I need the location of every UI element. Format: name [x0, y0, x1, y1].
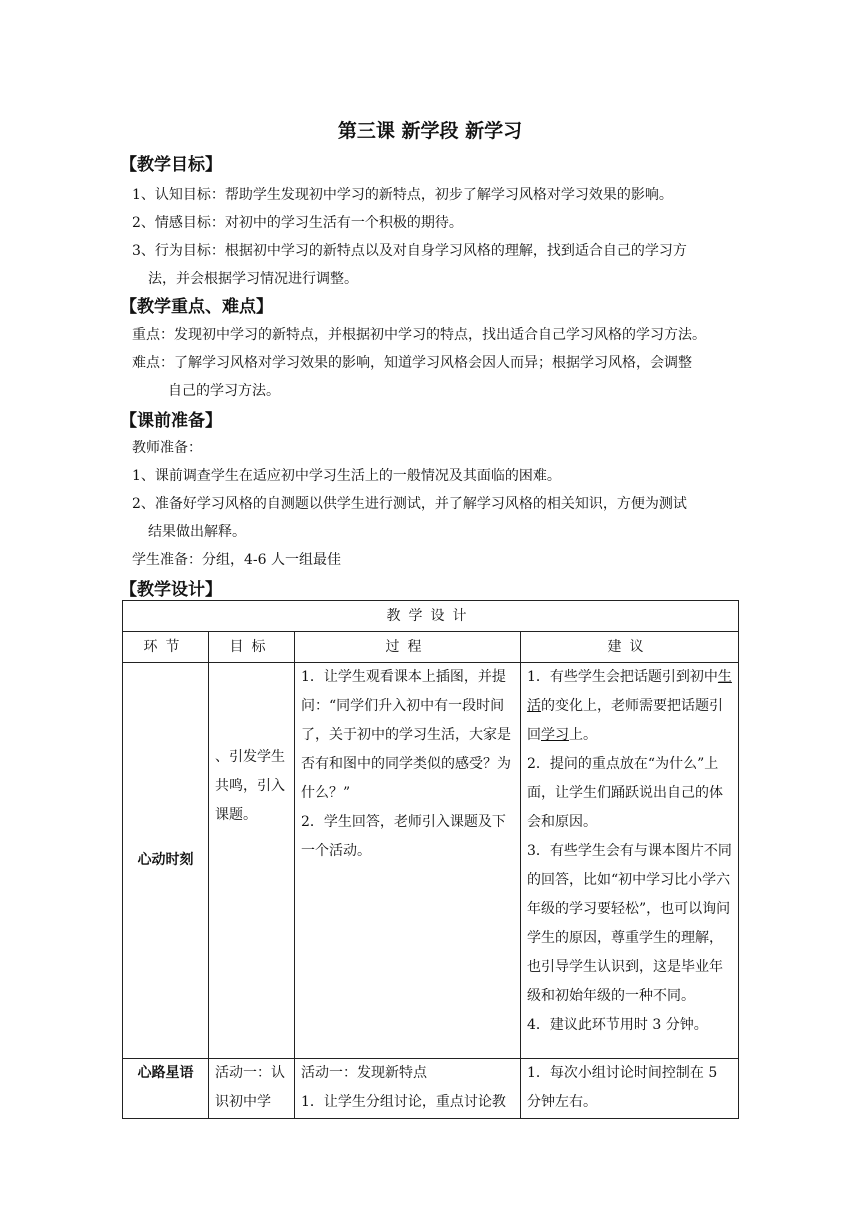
advice-cell — [521, 1059, 739, 1119]
process-cell — [295, 1059, 521, 1119]
underlined-word: 生活 — [527, 669, 732, 714]
column-header-goal: 目标 — [209, 632, 295, 663]
advice-item: 4．建议此环节用时 3 分钟。 — [527, 1017, 708, 1033]
advice-cell — [521, 663, 739, 1059]
table-row — [123, 663, 739, 1059]
process-cell — [295, 663, 521, 1059]
key-points-heading: 【教学重点、难点】 — [120, 297, 273, 317]
key-point-item: 难点：了解学习风格对学习效果的影响，知道学习风格会因人而异；根据学习风格，会调整 — [132, 355, 692, 371]
advice-item: 1．每次小组讨论时间控制在 5 分钟左右。 — [527, 1065, 718, 1110]
key-point-item: 重点：发现初中学习的新特点，并根据初中学习的特点，找出适合自己学习风格的学习方法。 — [132, 327, 706, 343]
objective-item: 2、情感目标：对初中的学习生活有一个积极的期待。 — [132, 215, 463, 231]
objective-item-continuation: 法，并会根据学习情况进行调整。 — [148, 271, 358, 287]
column-header-process: 过程 — [295, 632, 521, 663]
objective-item: 3、行为目标：根据初中学习的新特点以及对自身学习风格的理解，找到适合自己的学习方 — [132, 243, 687, 259]
underlined-word: 学习 — [541, 727, 569, 743]
preparation-item: 教师准备： — [132, 440, 202, 456]
goal-cell: 活动一：认识初中学 — [209, 1059, 295, 1119]
preparation-item-continuation: 结果做出解释。 — [148, 524, 246, 540]
column-header-stage: 环节 — [123, 632, 209, 663]
key-point-item-continuation: 自己的学习方法。 — [168, 383, 280, 399]
stage-cell: 心动时刻 — [123, 663, 209, 1059]
process-step: 1．让学生分组讨论，重点讨论教 — [301, 1094, 506, 1110]
preparation-heading: 【课前准备】 — [120, 411, 222, 431]
advice-item: 1．有些学生会把话题引到初中生活的变化上，老师需要把话题引回学习上。 — [527, 669, 732, 743]
design-heading: 【教学设计】 — [120, 580, 222, 600]
objectives-heading: 【教学目标】 — [120, 155, 222, 175]
goal-cell: 、引发学生共鸣，引入课题。 — [209, 663, 295, 1059]
objective-item: 1、认知目标：帮助学生发现初中学习的新特点，初步了解学习风格对学习效果的影响。 — [132, 187, 673, 203]
preparation-item: 2、准备好学习风格的自测题以供学生进行测试，并了解学习风格的相关知识，方便为测试 — [132, 496, 687, 512]
preparation-item: 学生准备：分组，4-6 人一组最佳 — [132, 552, 341, 568]
preparation-item: 1、课前调查学生在适应初中学习生活上的一般情况及其面临的困难。 — [132, 468, 561, 484]
column-header-advice: 建议 — [521, 632, 739, 663]
teaching-design-table — [122, 600, 739, 1119]
table-caption: 教学设计 — [123, 601, 739, 632]
process-step: 活动一：发现新特点 — [301, 1065, 427, 1081]
page-title: 第三课 新学段 新学习 — [337, 120, 523, 142]
table-row — [123, 1059, 739, 1119]
advice-item: 3．有些学生会有与课本图片不同的回答，比如“初中学习比小学六年级的学习要轻松”，也可以询问学生的原因，尊重学生的理解，也引导学生认识到，这是毕业年级和初始年级的一种不同。 — [527, 843, 732, 1004]
process-step: 2．学生回答，老师引入课题及下一个活动。 — [301, 814, 506, 859]
process-step: 1．让学生观看课本上插图，并提问：“同学们升入初中有一段时间了，关于初中的学习生活，大家是否有和图中的同学类似的感受？为什么？” — [301, 669, 511, 801]
advice-item: 2．提问的重点放在“为什么”上面，让学生们踊跃说出自己的体会和原因。 — [527, 756, 723, 830]
stage-cell: 心路星语 — [123, 1059, 209, 1119]
